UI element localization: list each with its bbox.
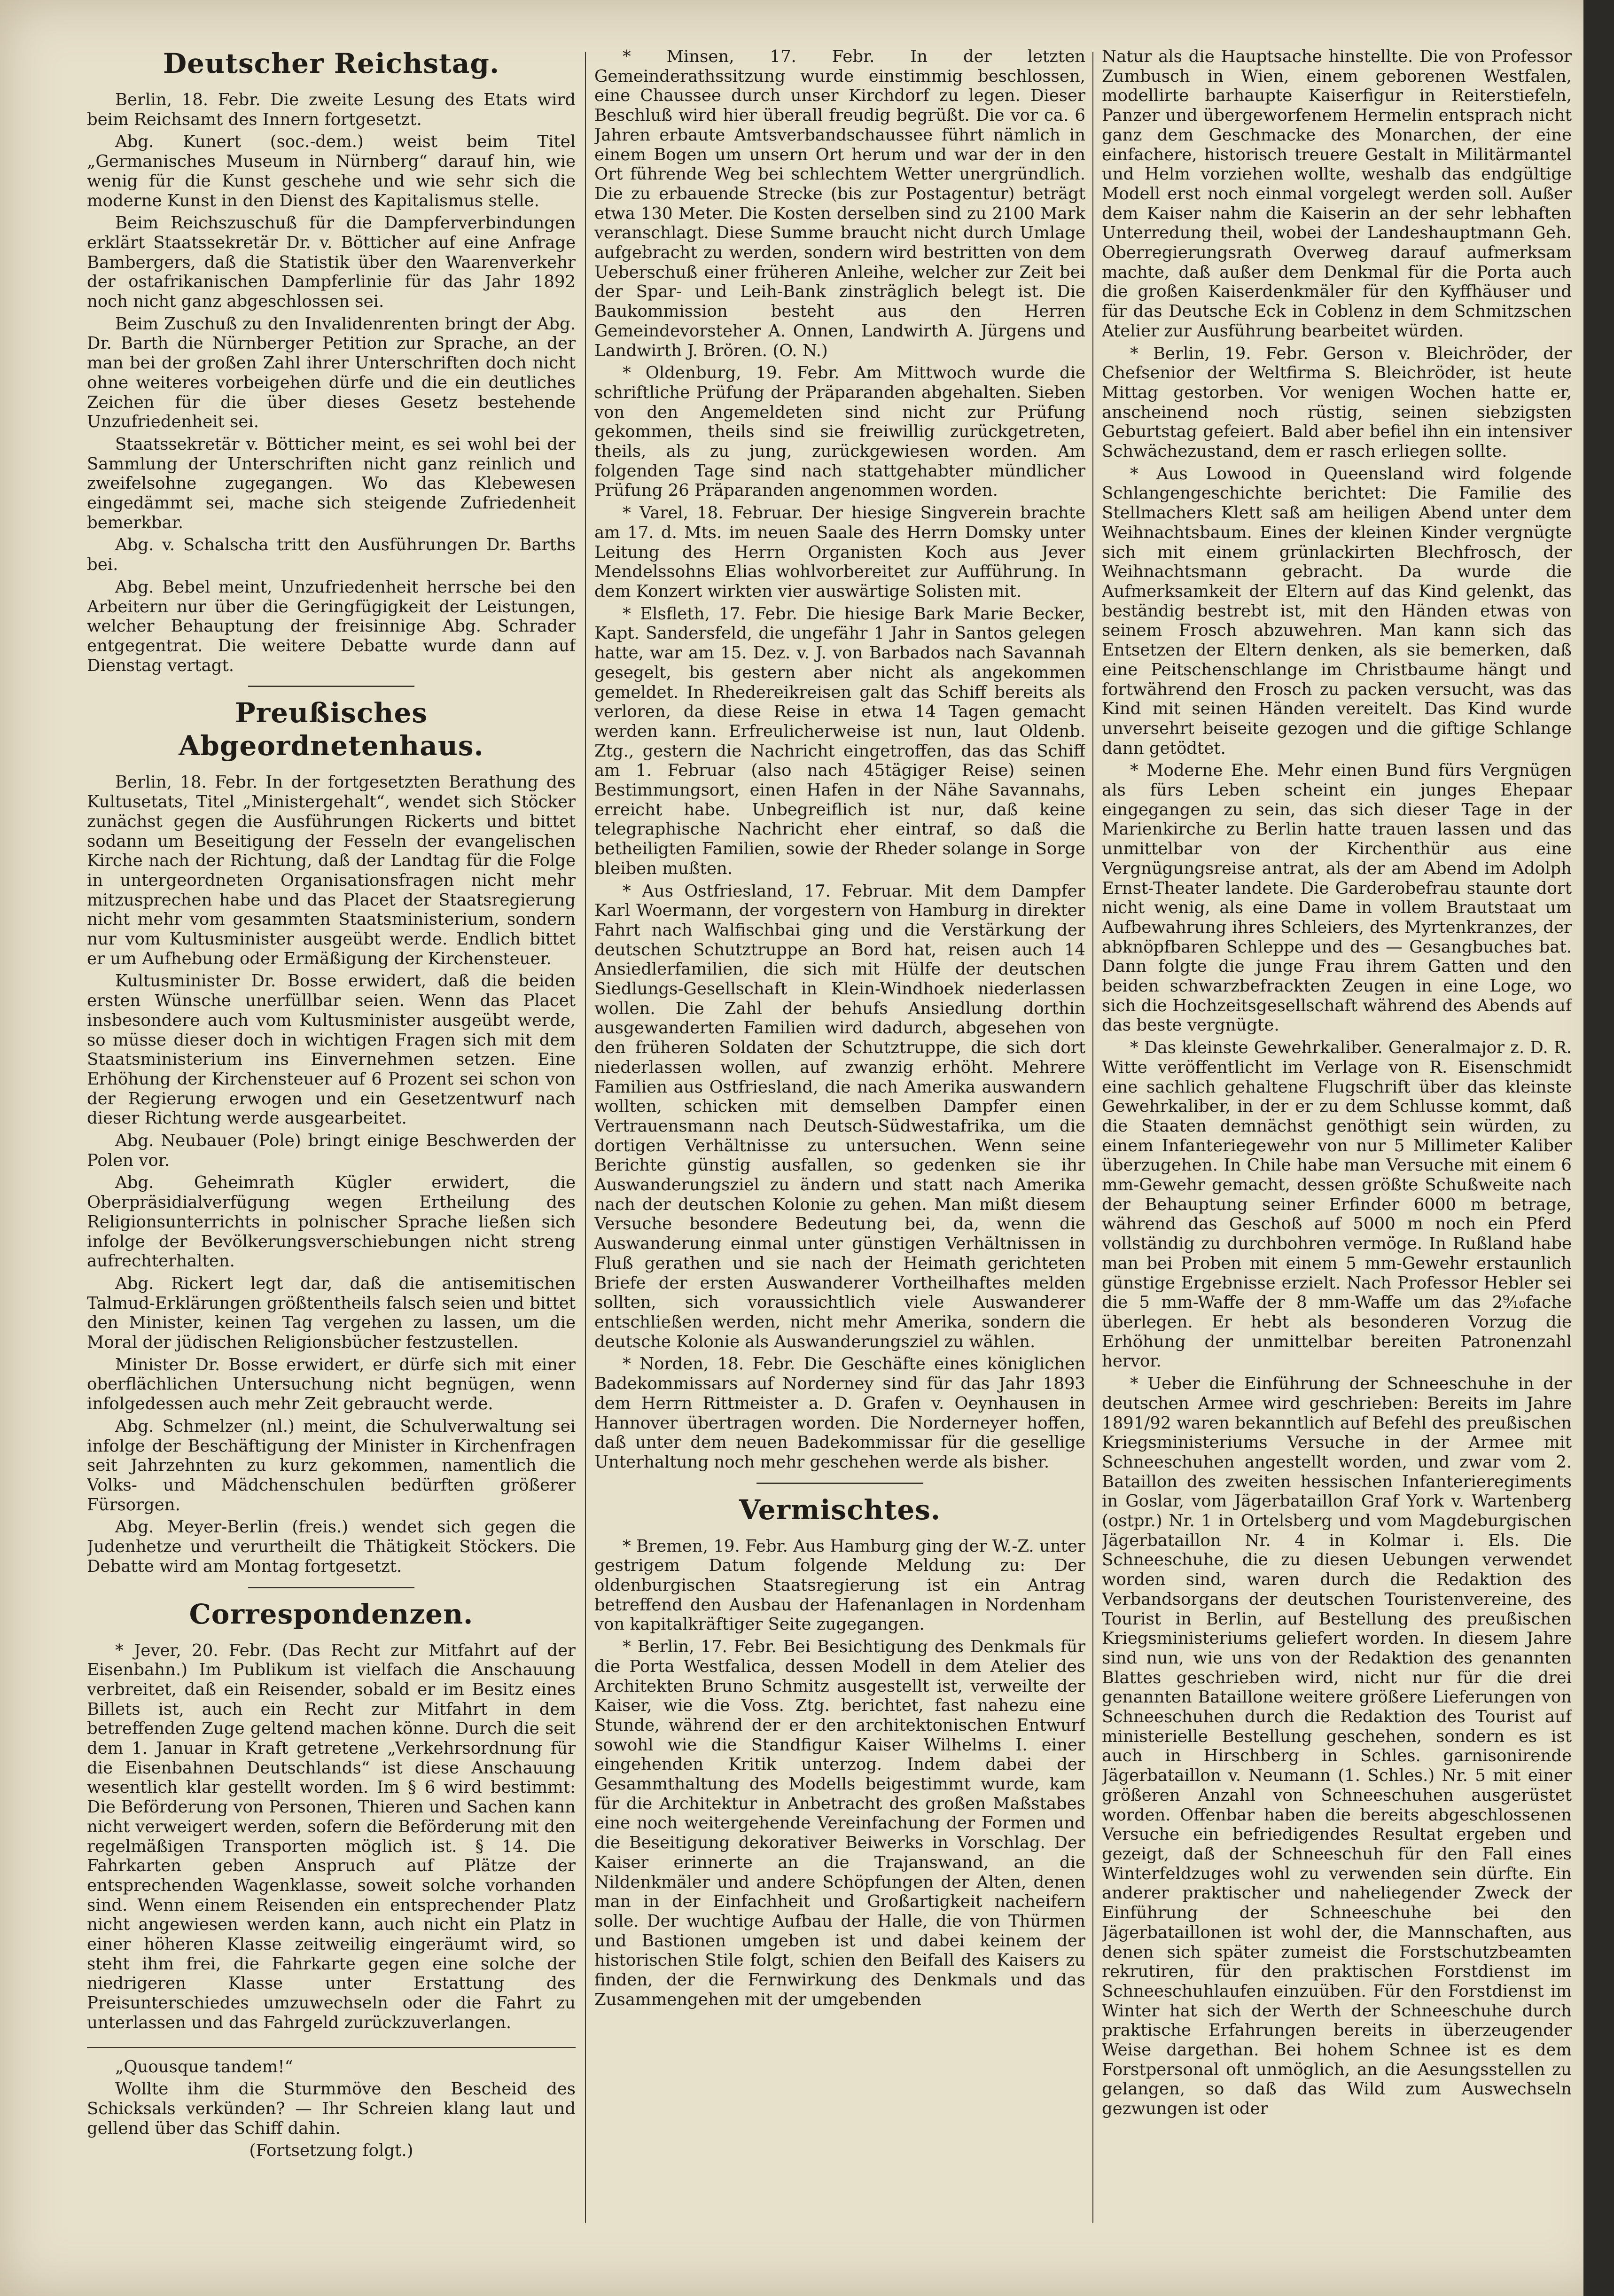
column-rule xyxy=(1092,52,1093,2223)
column-rule xyxy=(585,52,586,2223)
news-item: * Oldenburg, 19. Febr. Am Mittwoch wurde die schriftliche Prüfung der Präparanden abgehalten. Sieben von den Angemeldeten sind nicht zur Prüfung gekommen, theils sind sie freiwillig zurückgetreten, theils, als zu jung, zurückgewiesen worden. Am folgenden Tage sind nach stattgehabter mündlicher Prüfung 26 Präparanden angenommen worden. xyxy=(594,363,1085,500)
serial-story-excerpt xyxy=(87,2047,576,2161)
story-line: Wollte ihm die Sturmmöve den Bescheid des Schicksals verkünden? — Ihr Schreien klang laut und gellend über das Schiff dahin. xyxy=(87,2079,576,2138)
article-paragraph: Beim Reichszuschuß für die Dampferverbindungen erklärt Staatssekretär Dr. v. Bötticher auf eine Anfrage Bambergers, daß die Statistik über den Waarenverkehr der ostafrikanischen Dampferlinie für das Jahr 1892 noch nicht ganz abgeschlossen sei. xyxy=(87,213,576,312)
article-paragraph: Abg. Kunert (soc.-dem.) weist beim Titel „Germanisches Museum in Nürnberg“ darauf hin, wie wenig für die Kunst geschehe und wie sehr sich die moderne Kunst in den Dienst des Kapitalismus stelle. xyxy=(87,132,576,211)
news-item: * Norden, 18. Febr. Die Geschäfte eines königlichen Badekommissars auf Norderney sind für das Jahr 1893 dem Herrn Rittmeister a. D. Grafen v. Oeynhausen in Hannover übertragen worden. Die Norderneyer hoffen, daß unter dem neuen Badekommissar für die gesellige Unterhaltung noch mehr geschehen werde als bisher. xyxy=(594,1354,1085,1472)
article-paragraph: Minister Dr. Bosse erwidert, er dürfe sich mit einer oberflächlichen Untersuchung nicht begnügen, wenn infolgedessen auch mehr Zeit gebraucht werde. xyxy=(87,1355,576,1414)
news-item: Natur als die Hauptsache hinstellte. Die von Professor Zumbusch in Wien, einem geborenen Westfalen, modellirte barhaupte Kaiserfigur in Reiterstiefeln, Panzer und übergeworfenem Hermelin entsprach nicht ganz dem Geschmacke des Monarchen, der eine einfachere, historisch treuere Gestalt in Militärmantel und Helm vorziehen wollte, weshalb das endgültige Modell erst noch einmal vorgelegt werden soll. Außer dem Kaiser nahm die Kaiserin an der sehr lebhaften Unterredung theil, wobei der Landeshauptmann Geh. Oberregierungsrath Overweg darauf aufmerksam machte, daß außer dem Denkmal für die Porta auch die großen Kaiserdenkmäler für den Kyffhäuser und für das Deutsche Eck in Coblenz in dem Schmitzschen Atelier zur Ausführung bearbeitet würden. xyxy=(1102,47,1572,341)
article-paragraph: Abg. Schmelzer (nl.) meint, die Schulverwaltung sei infolge der Beschäftigung der Minister in Kirchenfragen seit Jahrzehnten zu kurz gekommen, namentlich die Volks- und Mädchenschulen bedürften größerer Fürsorgen. xyxy=(87,1416,576,1515)
article-paragraph: Abg. Neubauer (Pole) bringt einige Beschwerden der Polen vor. xyxy=(87,1131,576,1170)
article-paragraph: Abg. Rickert legt dar, daß die antisemitischen Talmud-Erklärungen größtentheils falsch seien und bittet den Minister, keinen Tag vergehen zu lassen, um die Moral der jüdischen Religionsbücher festzustellen. xyxy=(87,1273,576,1352)
news-item: * Aus Ostfriesland, 17. Februar. Mit dem Dampfer Karl Woermann, der vorgestern von Hamburg in direkter Fahrt nach Walfischbai ging und die Verstärkung der deutschen Schutztruppe an Bord hat, reisen auch 14 Ansiedlerfamilien, die sich mit Hülfe der deutschen Siedlungs-Gesellschaft in Klein-Windhoek niederlassen wollen. Die Zahl der behufs Ansiedlung dorthin ausgewanderten Familien wird dadurch, abgesehen von den früheren Soldaten der Schutztruppe, die sich dort niederlassen wollen, auf zwanzig erhöht. Mehrere Familien aus Ostfriesland, die nach Amerika auswandern wollten, schicken mit demselben Dampfer einen Vertrauensmann nach Deutsch-Südwestafrika, um die dortigen Verhältnisse zu untersuchen. Wenn seine Berichte günstig ausfallen, so gedenken sie ihr Auswanderungsziel zu ändern und statt nach Amerika nach der deutschen Kolonie zu gehen. Man mißt diesem Versuche besondere Bedeutung bei, da, wenn die Auswanderung einmal unter günstigen Verhältnissen in Fluß gerathen und sie nach der Heimath gerichteten Briefe der ersten Auswanderer Vortheilhaftes melden sollten, sich voraussichtlich viele Auswanderer entschließen werden, nicht mehr Amerika, sondern die deutsche Kolonie als Auswanderungsziel zu wählen. xyxy=(594,881,1085,1351)
article-paragraph: Abg. v. Schalscha tritt den Ausführungen Dr. Barths bei. xyxy=(87,535,576,575)
news-item: * Minsen, 17. Febr. In der letzten Gemeinderathssitzung wurde einstimmig beschlossen, eine Chaussee durch unser Kirchdorf zu legen. Dieser Beschluß wird hier überall freudig begrüßt. Die vor ca. 6 Jahren erbaute Amtsverbandschaussee führt nämlich in einem Bogen um unsern Ort herum und war der in den Ort führende Weg bei schlechtem Wetter unergründlich. Die zu erbauende Strecke (bis zur Postagentur) beträgt etwa 130 Meter. Die Kosten derselben sind zu 2100 Mark veranschlagt. Diese Summe braucht nicht durch Umlage aufgebracht zu werden, sondern wird bestritten von dem Ueberschuß einer früheren Anleihe, welcher zur Zeit bei der Spar- und Leih-Bank zinsträglich belegt ist. Die Baukommission besteht aus den Herren Gemeindevorsteher A. Onnen, Landwirth A. Jürgens und Landwirth J. Brören. (O. N.) xyxy=(594,47,1085,360)
article-paragraph: Berlin, 18. Febr. Die zweite Lesung des Etats wird beim Reichsamt des Innern fortgesetzt. xyxy=(87,90,576,129)
section-title-correspondenzen: Correspondenzen. xyxy=(189,1598,474,1630)
article-paragraph: Berlin, 18. Febr. In der fortgesetzten Berathung des Kultusetats, Titel „Ministergehalt“, wendet sich Stöcker zunächst gegen die Ausführungen Rickerts und bittet sodann um Beseitigung der Fesseln der evangelischen Kirche nach der Richtung, daß der Landtag für die Folge in untergeordneten Organisationsfragen nicht mehr mitzusprechen habe und das Placet der Staatsregierung nicht mehr vom gesammten Staatsministerium, sondern nur vom Kultusminister ausgeübt werde. Endlich bittet er um Aufhebung oder Ermäßigung der Kirchensteuer. xyxy=(87,773,576,968)
article-paragraph: Staatssekretär v. Bötticher meint, es sei wohl bei der Sammlung der Unterschriften nicht ganz reinlich und zweifelsohne zugegangen. Wo das Klebewesen eingedämmt sei, mache sich steigende Zufriedenheit bemerkbar. xyxy=(87,434,576,532)
column-1 xyxy=(87,47,576,2265)
article-paragraph: * Jever, 20. Febr. (Das Recht zur Mitfahrt auf der Eisenbahn.) Im Publikum ist vielfach die Anschauung verbreitet, daß ein Reisender, sobald er im Besitz eines Billets ist, auch ein Recht zur Mitfahrt in dem betreffenden Zuge geltend machen könne. Durch die seit dem 1. Januar in Kraft getretene „Verkehrsordnung für die Eisenbahnen Deutschlands“ ist diese Anschauung wesentlich klar gestellt worden. Im § 6 wird bestimmt: Die Beförderung von Personen, Thieren und Sachen kann nicht verweigert werden, sofern die Beförderung mit den regelmäßigen Transporten möglich ist. § 14. Die Fahrkarten geben Anspruch auf Plätze der entsprechenden Wagenklasse, soweit solche vorhanden sind. Wenn einem Reisenden ein entsprechender Platz nicht angewiesen werden kann, auch nicht ein Platz in einer höheren Klasse zeitweilig eingeräumt wird, so steht ihm frei, die Fahrkarte gegen eine solche der niedrigeren Klasse unter Erstattung des Preisunterschiedes umzuwechseln oder die Fahrt zu unterlassen und das Fahrgeld zurückzuverlangen. xyxy=(87,1640,576,2032)
news-item: * Aus Lowood in Queensland wird folgende Schlangengeschichte berichtet: Die Familie des Stellmachers Klett saß am heiligen Abend unter dem Weihnachtsbaum. Eines der kleinen Kinder vergnügte sich mit einem grünlackirten Blechfrosch, der Weihnachtsmann gebracht. Da wurde die Aufmerksamkeit der Eltern auf das Kind gelenkt, das beständig bestrebt ist, mit den Händen etwas von seinem Frosch abzuwehren. Man kann sich das Entsetzen der Eltern denken, als sie bemerken, daß eine Peitschenschlange im Christbaume hängt und fortwährend den Frosch zu packen versucht, was das Kind mit seinen Händen vereitelt. Das Kind wurde unversehrt beiseite gezogen und die giftige Schlange dann getödtet. xyxy=(1102,464,1572,758)
news-item: * Varel, 18. Februar. Der hiesige Singverein brachte am 17. d. Mts. im neuen Saale des Herrn Domsky unter Leitung des Herrn Organisten Koch aus Jever Mendelssohns Elias wohlvorbereitet zur Aufführung. In dem Konzert wirkten vier auswärtige Solisten mit. xyxy=(594,503,1085,601)
section-title-vermischtes: Vermischtes. xyxy=(739,1493,941,1526)
continued-note: (Fortsetzung folgt.) xyxy=(249,2141,413,2161)
news-item: * Berlin, 19. Febr. Gerson v. Bleichröder, der Chefsenior der Weltfirma S. Bleichröder, ist heute Mittag gestorben. Vor wenigen Wochen hatte er, anscheinend noch rüstig, seinen siebzigsten Geburtstag gefeiert. Bald aber befiel ihn ein intensiver Schwächezustand, dem er rasch erliegen sollte. xyxy=(1102,344,1572,461)
section-title-abgeordnetenhaus: Preußisches Abgeordnetenhaus. xyxy=(179,697,484,762)
news-item: * Moderne Ehe. Mehr einen Bund fürs Vergnügen als fürs Leben scheint ein junges Ehepaar eingegangen zu sein, das sich dieser Tage in der Marienkirche zu Berlin hatte trauen lassen und das unmittelbar von der Kirchenthür aus eine Vergnügungsreise antrat, als der am Abend im Adolph Ernst-Theater landete. Die Garderobefrau staunte dort nicht wenig, als eine Dame in vollem Brautstaat um Aufbewahrung ihres Schleiers, des Myrtenkranzes, der abknöpfbaren Schleppe und des — Gesangbuches bat. Dann folgte die junge Frau ihrem Gatten und den beiden schwarzbefrackten Zeugen in eine Loge, wo sich die Hochzeitsgesellschaft während des Abends auf das beste vergnügte. xyxy=(1102,761,1572,1035)
section-divider xyxy=(248,1587,414,1588)
article-paragraph: Beim Zuschuß zu den Invalidenrenten bringt der Abg. Dr. Barth die Nürnberger Petition zur Sprache, an der man bei der großen Zahl ihrer Unterschriften doch nicht ohne weiteres vorbeigehen dürfe und die ein deutliches Zeichen für die über dieses Gesetz bestehende Unzufriedenheit sei. xyxy=(87,314,576,432)
scanner-margin xyxy=(1583,0,1614,2296)
section-divider xyxy=(248,686,414,687)
section-title-reichstag: Deutscher Reichstag. xyxy=(163,47,500,79)
article-paragraph: Abg. Meyer-Berlin (freis.) wendet sich gegen die Judenhetze und verurtheilt die Thätigkeit Stöckers. Die Debatte wird am Montag fortgesetzt. xyxy=(87,1517,576,1576)
column-3 xyxy=(1102,47,1572,2265)
news-item: * Berlin, 17. Febr. Bei Besichtigung des Denkmals für die Porta Westfalica, dessen Modell in dem Atelier des Architekten Bruno Schmitz ausgestellt ist, verweilte der Kaiser, wie die Voss. Ztg. berichtet, fast nahezu eine Stunde, während der er den architektonischen Entwurf sowohl wie die Standfigur Kaiser Wilhelms I. einer eingehenden Kritik unterzog. Indem dabei der Gesammthaltung des Modells beigestimmt wurde, kam für die Architektur in Anbetracht des großen Maßstabes eine noch weitergehende Vereinfachung der Formen und die Beseitigung dekorativer Beiwerks in Vorschlag. Der Kaiser erinnerte an die Trajanswand, an die Nildenkmäler und andere Schöpfungen der Alten, denen man in der Einfachheit und Großartigkeit nacheifern solle. Der wuchtige Aufbau der Halle, die von Thürmen und Bastionen umgeben ist und dabei keinem der historischen Stile folgt, schien den Beifall des Kaisers zu finden, der die Fernwirkung des Denkmals und das Zusammengehen mit der umgebenden xyxy=(594,1637,1085,2009)
news-item: * Das kleinste Gewehrkaliber. Generalmajor z. D. R. Witte veröffentlicht im Verlage von R. Eisenschmidt eine sachlich gehaltene Flugschrift über das kleinste Gewehrkaliber, in der er zu dem Schlusse kommt, daß die Staaten demnächst genöthigt sein würden, zu einem Infanteriegewehr von nur 5 Millimeter Kaliber überzugehen. In Chile habe man Versuche mit einem 6 mm-Gewehr gemacht, dessen größte Schußweite nach der Behauptung seiner Erfinder 6000 m betrage, während das Geschoß auf 5000 m noch ein Pferd vollständig zu durchbohren vermöge. In Rußland habe man bei Proben mit einem 5 mm-Gewehr erstaunlich günstige Ergebnisse erzielt. Nach Professor Hebler sei die 5 mm-Waffe der 8 mm-Waffe um das 2⁹⁄₁₀fache überlegen. Er hebt als besonderen Vorzug die Erhöhung der unmittelbar bereiten Patronenzahl hervor. xyxy=(1102,1038,1572,1371)
column-2 xyxy=(594,47,1085,2265)
article-paragraph: Kultusminister Dr. Bosse erwidert, daß die beiden ersten Wünsche unerfüllbar seien. Wenn das Placet insbesondere auch vom Kultusminister ausgeübt werde, so müsse dieser doch in wichtigen Fragen sich mit dem Staatsministerium ins Einvernehmen setzen. Eine Erhöhung der Kirchensteuer auf 6 Prozent sei schon von der Regierung erwogen und ein Gesetzentwurf nach dieser Richtung werde ausgearbeitet. xyxy=(87,971,576,1128)
news-item: * Bremen, 19. Febr. Aus Hamburg ging der W.-Z. unter gestrigem Datum folgende Meldung zu: Der oldenburgischen Staatsregierung ist ein Antrag betreffend den Ausbau der Hafenanlagen in Nordenham von kapitalkräftiger Seite zugegangen. xyxy=(594,1536,1085,1634)
article-paragraph: Abg. Geheimrath Kügler erwidert, die Oberpräsidialverfügung wegen Ertheilung des Religionsunterrichts in polnischer Sprache ließen sich infolge der Bevölkerungsverschiebungen nicht streng aufrechterhalten. xyxy=(87,1173,576,1271)
story-line: „Quousque tandem!“ xyxy=(115,2057,293,2077)
article-paragraph: Abg. Bebel meint, Unzufriedenheit herrsche bei den Arbeitern nur über die Geringfügigkeit der Leistungen, welcher Behauptung der freisinnige Abg. Schrader entgegentrat. Die weitere Debatte wurde dann auf Dienstag vertagt. xyxy=(87,577,576,675)
news-item: * Elsfleth, 17. Febr. Die hiesige Bark Marie Becker, Kapt. Sandersfeld, die ungefähr 1 Jahr in Santos gelegen hatte, war am 15. Dez. v. J. von Barbados nach Savannah gesegelt, bis gestern aber nicht als angekommen gemeldet. In Rhedereikreisen galt das Schiff bereits als verloren, da diese Reise in etwa 14 Tagen gemacht werden kann. Erfreulicherweise ist nun, laut Oldenb. Ztg., gestern die Nachricht eingetroffen, das das Schiff am 1. Februar (also nach 45tägiger Reise) seinen Bestimmungsort, einen Hafen in der Nähe Savannahs, erreicht habe. Unbegreiflich ist nur, daß keine telegraphische Nachricht eher eintraf, so daß die betheiligten Familien, sowie der Rheder solange in Sorge bleiben mußten. xyxy=(594,604,1085,878)
section-divider xyxy=(756,1483,923,1484)
news-item: * Ueber die Einführung der Schneeschuhe in der deutschen Armee wird geschrieben: Bereits im Jahre 1891/92 waren bekanntlich auf Befehl des preußischen Kriegsministeriums Versuche in der Armee mit Schneeschuhen angestellt worden, und zwar vom 2. Bataillon des zweiten hessischen Infanterieregiments in Goslar, vom Jägerbataillon Graf York v. Wartenberg (ostpr.) Nr. 1 in Ortelsberg und vom Magdeburgischen Jägerbataillon Nr. 4 in Kolmar i. Els. Die Schneeschuhe, die zu diesen Uebungen verwendet worden sind, waren durch die Redaktion des Verbandsorgans der deutschen Touristenvereine, des Tourist in Berlin, auf Bestellung des preußischen Kriegsministeriums geliefert worden. In diesem Jahre sind nun, wie uns von der Redaktion des genannten Blattes geschrieben wird, nicht nur für die drei genannten Bataillone weitere größere Lieferungen von Schneeschuhen durch die Redaktion des Tourist auf ministerielle Bestellung geschehen, sondern es ist auch in Hirschberg in Schles. garnisonirende Jägerbataillon v. Neumann (1. Schles.) Nr. 5 mit einer größeren Anzahl von Schneeschuhen ausgerüstet worden. Offenbar haben die bereits abgeschlossenen Versuche ein befriedigendes Resultat ergeben und gezeigt, daß der Schneeschuh für den Fall eines Winterfeldzuges wohl zu verwenden sein dürfte. Ein anderer praktischer und naheliegender Zweck der Einführung der Schneeschuhe bei den Jägerbataillonen ist wohl der, die Mannschaften, aus denen sich später zumeist die Forstschutzbeamten rekrutiren, für den praktischen Forstdienst im Schneeschuhlaufen einzuüben. Für den Forstdienst im Winter hat sich der Werth der Schneeschuhe durch praktische Erfahrungen bereits in überzeugender Weise dargethan. Bei hohem Schnee ist es dem Forstpersonal oft unmöglich, an die Aesungsstellen zu gelangen, so daß das Wild zum Auswechseln gezwungen ist oder xyxy=(1102,1374,1572,2119)
